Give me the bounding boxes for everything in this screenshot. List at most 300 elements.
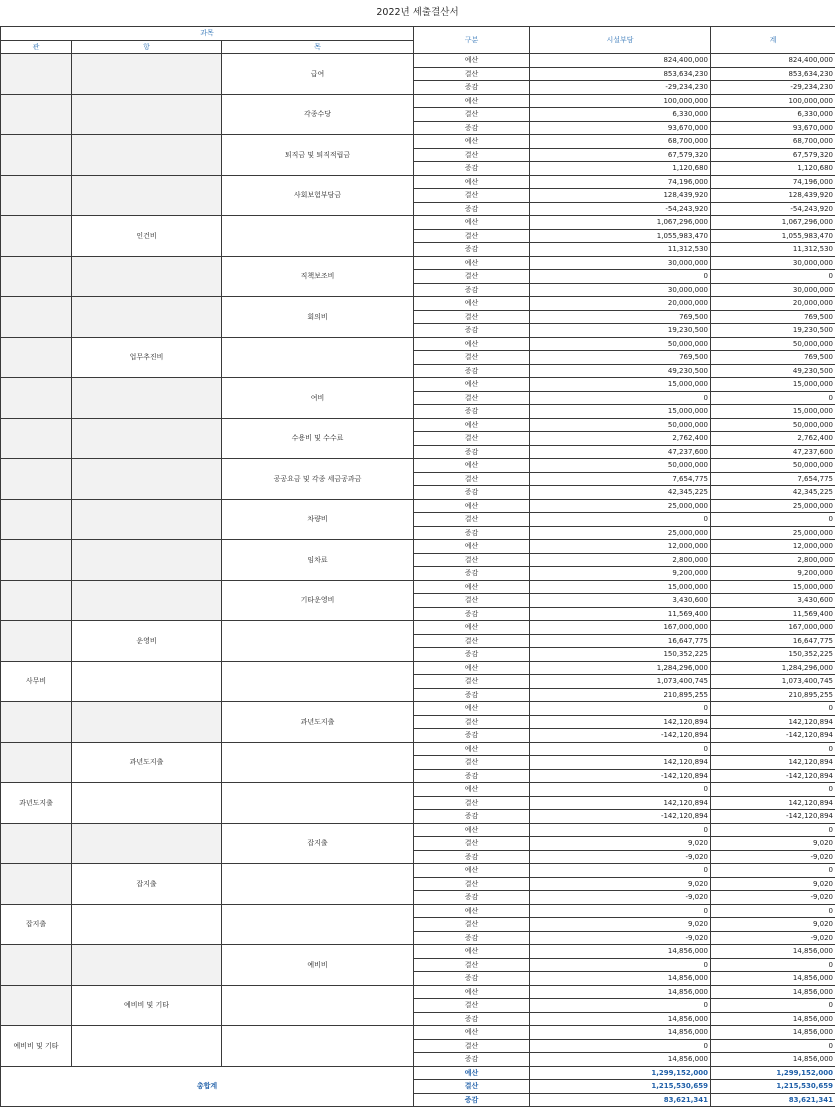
facility-value: -29,234,230	[530, 81, 711, 95]
page-title: 2022년 세출결산서	[0, 0, 835, 26]
mok-name: 예비비	[222, 945, 414, 986]
gubun-cell: 결산	[414, 958, 530, 972]
empty-cell	[1, 499, 72, 540]
total-value: 11,312,530	[711, 243, 835, 257]
total-value: 0	[711, 513, 835, 527]
total-value: 769,500	[711, 351, 835, 365]
gubun-cell: 증감	[414, 81, 530, 95]
facility-value: 11,569,400	[530, 607, 711, 621]
gubun-cell: 예산	[414, 135, 530, 149]
gubun-cell: 결산	[414, 837, 530, 851]
facility-value: 68,700,000	[530, 135, 711, 149]
hang-name: 예비비 및 기타	[72, 985, 222, 1026]
gwan-name: 잡지출	[1, 904, 72, 945]
gubun-cell: 예산	[414, 337, 530, 351]
gubun-cell: 증감	[414, 162, 530, 176]
facility-value: 9,020	[530, 837, 711, 851]
gubun-cell: 결산	[414, 351, 530, 365]
gubun-cell: 증감	[414, 607, 530, 621]
header-total: 계	[711, 27, 835, 54]
total-value: 83,621,341	[711, 1093, 835, 1107]
table-row	[1, 256, 835, 270]
total-value: 6,330,000	[711, 108, 835, 122]
total-value: 14,856,000	[711, 945, 835, 959]
mok-name: 직책보조비	[222, 256, 414, 297]
total-value: 19,230,500	[711, 324, 835, 338]
total-value: 14,856,000	[711, 1012, 835, 1026]
mok-name: 수용비 및 수수료	[222, 418, 414, 459]
total-value: 1,120,680	[711, 162, 835, 176]
total-value: 0	[711, 864, 835, 878]
mok-name: 각종수당	[222, 94, 414, 135]
empty-cell	[1, 621, 72, 662]
total-value: 128,439,920	[711, 189, 835, 203]
gubun-cell: 결산	[414, 513, 530, 527]
mok-name: 과년도지출	[222, 702, 414, 743]
total-value: 100,000,000	[711, 94, 835, 108]
table-row	[1, 945, 835, 959]
table-row	[1, 904, 835, 918]
total-value: 47,237,600	[711, 445, 835, 459]
total-value: 142,120,894	[711, 715, 835, 729]
gubun-cell: 예산	[414, 418, 530, 432]
empty-cell	[222, 216, 414, 257]
total-value: 15,000,000	[711, 580, 835, 594]
header-mok: 목	[222, 40, 414, 54]
total-value: 74,196,000	[711, 175, 835, 189]
table-row	[1, 783, 835, 797]
gubun-cell: 결산	[414, 796, 530, 810]
empty-cell	[1, 175, 72, 216]
empty-cell	[72, 945, 222, 986]
gubun-cell: 증감	[414, 688, 530, 702]
facility-value: 2,800,000	[530, 553, 711, 567]
empty-cell	[222, 985, 414, 1026]
total-value: 9,020	[711, 877, 835, 891]
facility-value: 1,067,296,000	[530, 216, 711, 230]
facility-value: 0	[530, 1039, 711, 1053]
mok-name: 회의비	[222, 297, 414, 338]
gubun-cell: 예산	[414, 621, 530, 635]
empty-cell	[222, 783, 414, 824]
gubun-cell: 예산	[414, 94, 530, 108]
total-value: -142,120,894	[711, 769, 835, 783]
total-value: 824,400,000	[711, 54, 835, 68]
gubun-cell: 결산	[414, 999, 530, 1013]
total-value: 3,430,600	[711, 594, 835, 608]
gubun-cell: 증감	[414, 850, 530, 864]
empty-cell	[1, 297, 72, 338]
facility-value: 9,200,000	[530, 567, 711, 581]
gubun-cell: 증감	[414, 1093, 530, 1107]
facility-value: 0	[530, 702, 711, 716]
empty-cell	[1, 54, 72, 95]
gubun-cell: 결산	[414, 189, 530, 203]
facility-value: 15,000,000	[530, 405, 711, 419]
table-row	[1, 1026, 835, 1040]
mok-name: 기타운영비	[222, 580, 414, 621]
facility-value: 100,000,000	[530, 94, 711, 108]
table-row	[1, 580, 835, 594]
empty-cell	[1, 337, 72, 378]
total-value: 16,647,775	[711, 634, 835, 648]
facility-value: 2,762,400	[530, 432, 711, 446]
gubun-cell: 예산	[414, 540, 530, 554]
empty-cell	[1, 540, 72, 581]
total-value: 25,000,000	[711, 526, 835, 540]
facility-value: 0	[530, 742, 711, 756]
facility-value: 19,230,500	[530, 324, 711, 338]
table-row	[1, 135, 835, 149]
table-row	[1, 378, 835, 392]
empty-cell	[72, 499, 222, 540]
empty-cell	[222, 1026, 414, 1067]
empty-cell	[1, 945, 72, 986]
table-row	[1, 459, 835, 473]
empty-cell	[1, 216, 72, 257]
total-value: -54,243,920	[711, 202, 835, 216]
facility-value: 50,000,000	[530, 459, 711, 473]
gubun-cell: 예산	[414, 904, 530, 918]
facility-value: 1,073,400,745	[530, 675, 711, 689]
gubun-cell: 예산	[414, 823, 530, 837]
empty-cell	[72, 378, 222, 419]
total-value: 9,020	[711, 918, 835, 932]
total-value: 9,200,000	[711, 567, 835, 581]
facility-value: 150,352,225	[530, 648, 711, 662]
facility-value: 142,120,894	[530, 756, 711, 770]
facility-value: 30,000,000	[530, 283, 711, 297]
gubun-cell: 예산	[414, 1066, 530, 1080]
empty-cell	[72, 418, 222, 459]
gwan-name: 예비비 및 기타	[1, 1026, 72, 1067]
gubun-cell: 예산	[414, 1026, 530, 1040]
empty-cell	[72, 175, 222, 216]
facility-value: 0	[530, 999, 711, 1013]
total-value: 50,000,000	[711, 459, 835, 473]
gubun-cell: 증감	[414, 445, 530, 459]
total-value: 142,120,894	[711, 796, 835, 810]
mok-name: 여비	[222, 378, 414, 419]
gubun-cell: 증감	[414, 202, 530, 216]
facility-value: 11,312,530	[530, 243, 711, 257]
gubun-cell: 예산	[414, 702, 530, 716]
total-value: 14,856,000	[711, 985, 835, 999]
table-body	[1, 54, 835, 1107]
gubun-cell: 증감	[414, 324, 530, 338]
empty-cell	[72, 256, 222, 297]
empty-cell	[72, 297, 222, 338]
total-value: 0	[711, 783, 835, 797]
facility-value: 47,237,600	[530, 445, 711, 459]
gubun-cell: 결산	[414, 310, 530, 324]
empty-cell	[222, 742, 414, 783]
facility-value: 15,000,000	[530, 378, 711, 392]
total-value: 11,569,400	[711, 607, 835, 621]
total-value: -9,020	[711, 931, 835, 945]
empty-cell	[72, 54, 222, 95]
gubun-cell: 예산	[414, 378, 530, 392]
facility-value: -9,020	[530, 891, 711, 905]
gubun-cell: 예산	[414, 216, 530, 230]
facility-value: 14,856,000	[530, 972, 711, 986]
gubun-cell: 증감	[414, 1012, 530, 1026]
facility-value: 0	[530, 904, 711, 918]
table-row	[1, 1066, 835, 1080]
total-value: 9,020	[711, 837, 835, 851]
facility-value: 1,299,152,000	[530, 1066, 711, 1080]
settlement-table	[0, 26, 835, 1107]
table-row	[1, 702, 835, 716]
total-value: 14,856,000	[711, 1053, 835, 1067]
empty-cell	[1, 459, 72, 500]
facility-value: 16,647,775	[530, 634, 711, 648]
gubun-cell: 증감	[414, 405, 530, 419]
total-value: -9,020	[711, 850, 835, 864]
total-value: 42,345,225	[711, 486, 835, 500]
total-value: 14,856,000	[711, 972, 835, 986]
gubun-cell: 증감	[414, 891, 530, 905]
gubun-cell: 결산	[414, 675, 530, 689]
total-value: 93,670,000	[711, 121, 835, 135]
table-row	[1, 216, 835, 230]
gubun-cell: 결산	[414, 634, 530, 648]
total-value: 0	[711, 702, 835, 716]
facility-value: 0	[530, 823, 711, 837]
table-row	[1, 864, 835, 878]
empty-cell	[72, 904, 222, 945]
gwan-name: 과년도지출	[1, 783, 72, 824]
total-value: 1,073,400,745	[711, 675, 835, 689]
table-row	[1, 297, 835, 311]
facility-value: 0	[530, 391, 711, 405]
total-value: 0	[711, 958, 835, 972]
facility-value: -142,120,894	[530, 810, 711, 824]
hang-name: 운영비	[72, 621, 222, 662]
facility-value: 14,856,000	[530, 1026, 711, 1040]
total-value: 1,299,152,000	[711, 1066, 835, 1080]
empty-cell	[1, 135, 72, 176]
gubun-cell: 예산	[414, 297, 530, 311]
gubun-cell: 증감	[414, 364, 530, 378]
empty-cell	[1, 378, 72, 419]
empty-cell	[1, 256, 72, 297]
facility-value: 1,215,530,659	[530, 1080, 711, 1094]
gubun-cell: 증감	[414, 648, 530, 662]
empty-cell	[1, 580, 72, 621]
facility-value: 49,230,500	[530, 364, 711, 378]
total-value: 0	[711, 742, 835, 756]
facility-value: 14,856,000	[530, 945, 711, 959]
total-value: 1,284,296,000	[711, 661, 835, 675]
table-row	[1, 94, 835, 108]
gubun-cell: 예산	[414, 175, 530, 189]
table-row	[1, 742, 835, 756]
total-value: 12,000,000	[711, 540, 835, 554]
facility-value: 0	[530, 783, 711, 797]
facility-value: 167,000,000	[530, 621, 711, 635]
hang-name: 업무추진비	[72, 337, 222, 378]
header-gwan: 관	[1, 40, 72, 54]
total-value: 7,654,775	[711, 472, 835, 486]
mok-name: 차량비	[222, 499, 414, 540]
gubun-cell: 결산	[414, 108, 530, 122]
gubun-cell: 예산	[414, 459, 530, 473]
facility-value: 0	[530, 270, 711, 284]
facility-value: 30,000,000	[530, 256, 711, 270]
facility-value: 74,196,000	[530, 175, 711, 189]
gubun-cell: 증감	[414, 972, 530, 986]
facility-value: 769,500	[530, 351, 711, 365]
facility-value: 1,120,680	[530, 162, 711, 176]
hang-name: 잡지출	[72, 864, 222, 905]
facility-value: 83,621,341	[530, 1093, 711, 1107]
facility-value: 142,120,894	[530, 715, 711, 729]
gubun-cell: 증감	[414, 769, 530, 783]
total-value: 769,500	[711, 310, 835, 324]
gubun-cell: 예산	[414, 864, 530, 878]
gubun-cell: 결산	[414, 229, 530, 243]
empty-cell	[1, 742, 72, 783]
gubun-cell: 예산	[414, 783, 530, 797]
facility-value: 25,000,000	[530, 526, 711, 540]
empty-cell	[1, 823, 72, 864]
facility-value: -9,020	[530, 850, 711, 864]
table-row	[1, 499, 835, 513]
gubun-cell: 증감	[414, 931, 530, 945]
facility-value: -142,120,894	[530, 769, 711, 783]
total-value: 167,000,000	[711, 621, 835, 635]
gubun-cell: 증감	[414, 567, 530, 581]
mok-name: 퇴직금 및 퇴직적립금	[222, 135, 414, 176]
facility-value: 142,120,894	[530, 796, 711, 810]
hang-name: 과년도지출	[72, 742, 222, 783]
mok-name: 사회보험부담금	[222, 175, 414, 216]
facility-value: 9,020	[530, 877, 711, 891]
total-value: 2,800,000	[711, 553, 835, 567]
facility-value: 20,000,000	[530, 297, 711, 311]
gubun-cell: 결산	[414, 877, 530, 891]
facility-value: 15,000,000	[530, 580, 711, 594]
empty-cell	[72, 135, 222, 176]
empty-cell	[1, 702, 72, 743]
gubun-cell: 결산	[414, 472, 530, 486]
facility-value: 3,430,600	[530, 594, 711, 608]
total-value: 2,762,400	[711, 432, 835, 446]
empty-cell	[72, 540, 222, 581]
facility-value: 853,634,230	[530, 67, 711, 81]
total-value: 1,215,530,659	[711, 1080, 835, 1094]
facility-value: 6,330,000	[530, 108, 711, 122]
total-value: 30,000,000	[711, 256, 835, 270]
gubun-cell: 증감	[414, 283, 530, 297]
gubun-cell: 증감	[414, 729, 530, 743]
table-row	[1, 621, 835, 635]
mok-name: 급여	[222, 54, 414, 95]
facility-value: 93,670,000	[530, 121, 711, 135]
empty-cell	[72, 823, 222, 864]
facility-value: 0	[530, 864, 711, 878]
empty-cell	[222, 621, 414, 662]
gubun-cell: 결산	[414, 148, 530, 162]
facility-value: 25,000,000	[530, 499, 711, 513]
table-row	[1, 823, 835, 837]
table-row	[1, 418, 835, 432]
total-value: 15,000,000	[711, 378, 835, 392]
gubun-cell: 결산	[414, 594, 530, 608]
total-value: 150,352,225	[711, 648, 835, 662]
empty-cell	[222, 661, 414, 702]
total-value: 1,055,983,470	[711, 229, 835, 243]
table-row	[1, 985, 835, 999]
facility-value: 14,856,000	[530, 985, 711, 999]
gubun-cell: 예산	[414, 661, 530, 675]
mok-name: 공공요금 및 각종 세금공과금	[222, 459, 414, 500]
total-value: 0	[711, 1039, 835, 1053]
facility-value: 42,345,225	[530, 486, 711, 500]
facility-value: -9,020	[530, 931, 711, 945]
total-value: -9,020	[711, 891, 835, 905]
header-gubun: 구분	[414, 27, 530, 54]
total-value: 1,067,296,000	[711, 216, 835, 230]
facility-value: -142,120,894	[530, 729, 711, 743]
facility-value: 7,654,775	[530, 472, 711, 486]
total-value: 68,700,000	[711, 135, 835, 149]
empty-cell	[222, 864, 414, 905]
total-value: 0	[711, 823, 835, 837]
empty-cell	[72, 702, 222, 743]
table-row	[1, 175, 835, 189]
gubun-cell: 결산	[414, 715, 530, 729]
total-value: 853,634,230	[711, 67, 835, 81]
total-value: 0	[711, 391, 835, 405]
gubun-cell: 결산	[414, 1039, 530, 1053]
facility-value: 824,400,000	[530, 54, 711, 68]
total-value: 25,000,000	[711, 499, 835, 513]
total-value: -142,120,894	[711, 729, 835, 743]
empty-cell	[72, 661, 222, 702]
empty-cell	[1, 418, 72, 459]
total-value: 20,000,000	[711, 297, 835, 311]
hang-name: 인건비	[72, 216, 222, 257]
table-row	[1, 661, 835, 675]
facility-value: 210,895,255	[530, 688, 711, 702]
gubun-cell: 예산	[414, 54, 530, 68]
gubun-cell: 예산	[414, 256, 530, 270]
table-row	[1, 337, 835, 351]
gubun-cell: 결산	[414, 270, 530, 284]
gwan-name: 사무비	[1, 661, 72, 702]
gubun-cell: 예산	[414, 580, 530, 594]
empty-cell	[1, 864, 72, 905]
total-value: 67,579,320	[711, 148, 835, 162]
empty-cell	[72, 580, 222, 621]
facility-value: 769,500	[530, 310, 711, 324]
facility-value: 14,856,000	[530, 1053, 711, 1067]
gubun-cell: 결산	[414, 918, 530, 932]
facility-value: 50,000,000	[530, 337, 711, 351]
total-value: 0	[711, 904, 835, 918]
header-subject-group: 과목	[1, 27, 414, 41]
table-row	[1, 54, 835, 68]
gubun-cell: 증감	[414, 1053, 530, 1067]
header-facility: 시설부담	[530, 27, 711, 54]
empty-cell	[72, 783, 222, 824]
gubun-cell: 예산	[414, 499, 530, 513]
total-value: 15,000,000	[711, 405, 835, 419]
empty-cell	[72, 1026, 222, 1067]
gubun-cell: 예산	[414, 742, 530, 756]
